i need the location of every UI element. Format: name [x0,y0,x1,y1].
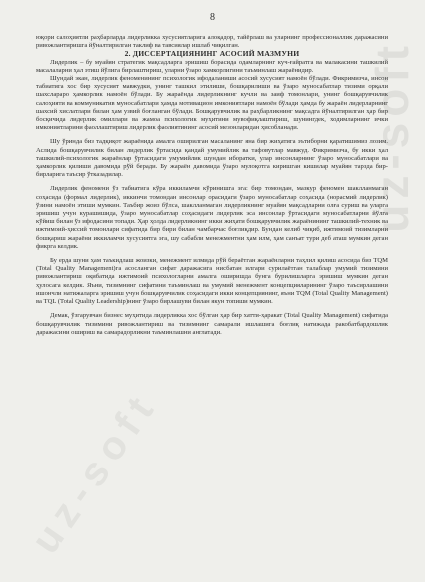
paragraph-2: Шундай экан, лидерлик феноменининг психологик ифодаланиши асосий хусусият намоён бўлади. Фикримизча, инсон табиатига хос бир хусусият мавжудки, унинг ташкил этилиши, бошқарилиши ва ўзаро муносабатлар тизими орқали шахслараро ҳамкорлик намоён бўлади. Бу жараёнда лидерликнинг кучли ва заиф томонлари, унинг бошқарувчилик салоҳияти ва коммуникатив муносабатлари ҳамда мотивацион имкониятлари намоён бўлади ҳамда бу жараён лидерларнинг шахсий хислатлари билан ҳам узвий боғланган бўлади. Бошқарувчилик ва раҳбарликнинг мақсадга йўналтирилган ҳар бир босқичида лидерлик омиллари ва жамоа психологик муҳитини мувофиқлаштириш, шунингдек, ходимларнинг ички имкониятларини фаоллаштириш лидерлик фаолиятининг асосий мезонларидан ҳисобланади. [36,75,388,132]
paragraph-5: Бу ерда шуни ҳам таъкидлаш жоизки, менежмент илмида рўй бераётган жараёнларни таҳлил қилиш асосида биз TQM (Total Quality Management)га асосланган сифат даражасига нисбатан илгари сурилаётган талаблар умумий тизимини ривожлантириш оқибатида ижтимоий психологларни амалга оширишда бунга бурилишларга эришиш мумкин деган ҳулосага келдик. Яъни, тизимнинг сифатини таъминлаш ва умумий менежмент концепцияларининг ўзаро таъсирлашини ишончли натижаларга эришиш учун бошқарувчилик соҳасидаги икки концепциянинг, яъни TQM (Total Quality Management) ва TQL (Total Quality Leadership)нинг ўзаро бирлашуви билан якун топиши мумкин. [36,257,388,306]
section-heading: 2. ДИССЕРТАЦИЯНИНГ АСОСИЙ МАЗМУНИ [124,49,300,59]
paragraph-4: Лидерлик феномени ўз табиатига кўра иккиламчи кўринишга эга: бир томондан, мазкур феномен шаклланмаган соҳасида (формал лидерлик), иккинчи томондан инсонлар орасидаги ўзаро муносабатлар соҳасида (норасмий лидерлик) ўзини намоён этиши мумкин. Таъбир жоиз бўлса, шаклланмаган лидерликнинг муайян мақсадларни олға суриш ва уларга эришиш учун курашишида, ўзаро муносабатлар соҳасидаги лидерлик эса инсонлар ўртасидаги муносабатларни йўлга кўйиш билан ўз ифодасини топади. Ҳар ҳолда лидерликнинг икки жиҳати бошқарувчилик жараёнининг ташкилий-техник ва ижтимоий-ҳиссий томонлари сифатида бир бири билан чамбарчас боғлиқдир. Бундан келиб чиқиб, ижтимоий тизимларни бошқариш жараёни иккиламчи хусусиятга эга, шу сабабли менежментни ҳам илм, ҳам санъат тури деб аташ мумкин деган фикрга келдик. [36,185,388,250]
paragraph-3: Шу ўринда биз тадқиқот жараёнида амалга оширилган масаланинг яна бир жиҳатига эътиборни қаратишимиз лозим. Аслида бошқарувчилик билан лидерлик ўртасида қандай умумийлик ва тафовутлар мавжуд. Фикримизча, бу икки ҳал ташкилий-психологик жараёнлар ўртасидаги умумийлик шундан иборатки, улар инсонларнинг ўзаро муносабатлари ва ҳамкорлик қилиши давомида рўй беради. Бу жараён давомида ўзаро мулоқотга киришган кишилар муайян тарзда бир-бирларига таъсир ўтказадилар. [36,138,388,179]
document-body [36,34,388,337]
page-number: 8 [210,12,215,23]
paragraph-6: Демак, ўзгарувчан бизнес муҳитида лидерликка хос бўлган ҳар бир хатти-ҳаракат (Total Quality Management) сифатида бошқарувчилик тизимини ривожлантириш ва тизимнинг самарали ишлашига боғлиқ натижада ракобатбардошлик даражасини ошириш ва самарадорликни таъминлашни англатади. [36,312,388,336]
watermark: uz-soft [366,40,418,233]
paragraph-1: Лидерлик – бу муайян стратегик мақсадларга эришиш борасида одамларнинг куч-ғайратга ва малакасини ташкилий масалаларни ҳал этиш йўлига бирлаштириш, уларни ўзаро хамкорлигини таъминлаш жараёнидир. [36,58,388,74]
top-paragraph: юқори салоҳиятли раҳбарларда лидерликка хусусиятларига алоқадор, тайёрлаш ва уларнинг профессионаллик даражасини ривожлантиришга йўналтирилган таклиф ва тавсиялар ишлаб чиқилган. [36,34,388,50]
watermark-diagonal: uz-soft [23,382,167,562]
